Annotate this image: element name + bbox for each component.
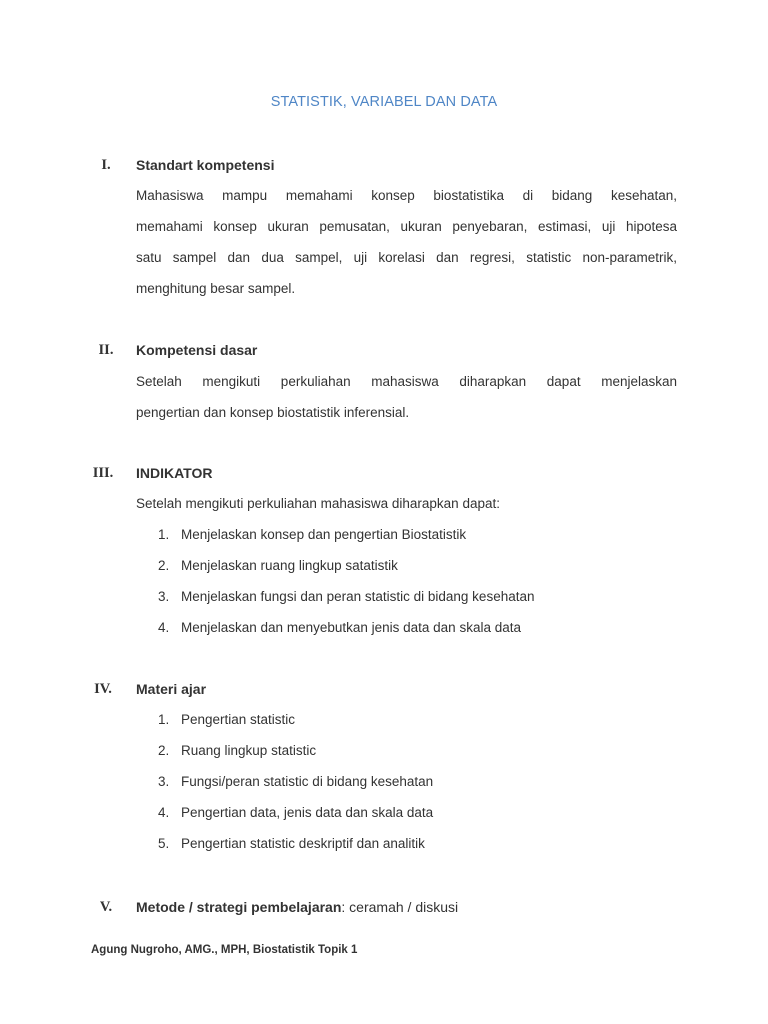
section-heading-suffix: : ceramah / diskusi [341, 899, 459, 915]
paragraph-line: Setelah mengikuti perkuliahan mahasiswa diharapkan dapat menjelaskan [136, 374, 677, 389]
section-numeral: III. [92, 465, 114, 481]
section-heading: INDIKATOR [136, 465, 213, 481]
list-item-text: Pengertian data, jenis data dan skala data [181, 805, 434, 820]
section-numeral: II. [98, 342, 114, 358]
list-item-text: Ruang lingkup statistic [181, 743, 317, 758]
list-item-text: Pengertian statistic deskriptif dan analitik [181, 836, 425, 851]
list-item-number: 1. [158, 712, 170, 727]
list-item-text: Menjelaskan konsep dan pengertian Biostatistik [181, 527, 467, 542]
paragraph-line: menghitung besar sampel. [136, 281, 296, 296]
list-item-number: 1. [158, 527, 170, 542]
page-footer: Agung Nugroho, AMG., MPH, Biostatistik Topik 1 [91, 944, 358, 956]
section-numeral: I. [101, 157, 111, 173]
section-paragraph [136, 366, 677, 428]
paragraph-line: Mahasiswa mampu memahami konsep biostatistika di bidang kesehatan, [136, 188, 677, 203]
document-title: STATISTIK, VARIABEL DAN DATA [270, 94, 498, 110]
list-item-text: Menjelaskan ruang lingkup satatistik [181, 558, 398, 573]
list-item-number: 4. [158, 620, 170, 635]
paragraph-line: satu sampel dan dua sampel, uji korelasi dan regresi, statistic non-parametrik, [136, 250, 677, 265]
list-item-number: 3. [158, 589, 170, 604]
paragraph-line: pengertian dan konsep biostatistik inferensial. [136, 405, 410, 420]
section-heading-line [136, 899, 458, 915]
list-item-text: Fungsi/peran statistic di bidang kesehatan [181, 774, 434, 789]
section-heading: Kompetensi dasar [136, 342, 258, 358]
section-paragraph [136, 180, 677, 304]
list-item-number: 2. [158, 558, 170, 573]
section-intro: Setelah mengikuti perkuliahan mahasiswa diharapkan dapat: [136, 496, 500, 511]
list-item-text: Pengertian statistic [181, 712, 296, 727]
list-item-number: 2. [158, 743, 170, 758]
list-item-text: Menjelaskan dan menyebutkan jenis data dan skala data [181, 620, 521, 635]
list-item-text: Menjelaskan fungsi dan peran statistic di bidang kesehatan [181, 589, 535, 604]
list-item-number: 3. [158, 774, 170, 789]
section-heading: Materi ajar [136, 681, 207, 697]
section-heading: Metode / strategi pembelajaran [136, 899, 342, 915]
section-numeral: IV. [94, 681, 112, 697]
section-heading: Standart kompetensi [136, 157, 275, 173]
list-item-number: 4. [158, 805, 170, 820]
section-numeral: V. [99, 899, 113, 915]
list-item-number: 5. [158, 836, 170, 851]
paragraph-line: memahami konsep ukuran pemusatan, ukuran penyebaran, estimasi, uji hipotesa [136, 219, 677, 234]
